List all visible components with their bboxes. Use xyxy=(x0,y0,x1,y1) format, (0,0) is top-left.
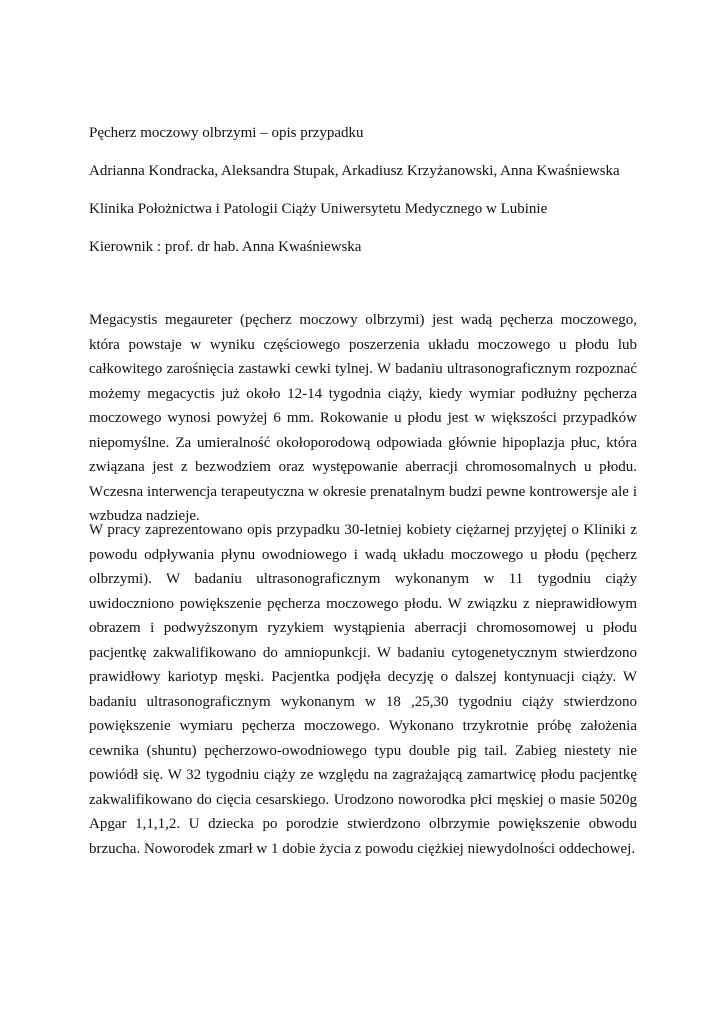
abstract-paragraph-2 xyxy=(89,518,637,861)
document-title: Pęcherz moczowy olbrzymi – opis przypadku xyxy=(89,125,364,141)
head-of-clinic-line: Kierownik : prof. dr hab. Anna Kwaśniewska xyxy=(89,239,362,255)
authors-line: Adrianna Kondracka, Aleksandra Stupak, Arkadiusz Krzyżanowski, Anna Kwaśniewska xyxy=(89,163,620,179)
affiliation-line: Klinika Położnictwa i Patologii Ciąży Uniwersytetu Medycznego w Lubinie xyxy=(89,201,548,217)
abstract-paragraph-1 xyxy=(89,308,637,529)
paragraph-text: W pracy zaprezentowano opis przypadku 30-letniej kobiety ciężarnej przyjętej o Kliniki z powodu odpływania płynu owodniowego i wadą układu moczowego u płodu (pęcherz olbrzymi). W badaniu ultrasonograficznym wykonanym w 11 tygodniu ciąży uwidoczniono powiększenie pęcherza moczowego płodu. W związku z nieprawidłowym obrazem i podwyższonym ryzykiem wystąpienia aberracji chromosomowej u płodu pacjentkę zakwalifikowano do amniopunkcji. W badaniu cytogenetycznym stwierdzono prawidłowy kariotyp męski. Pacjentka podjęła decyzję o dalszej kontynuacji ciąży. W badaniu ultrasonograficznym wykonanym w 18 ,25,30 tygodniu ciąży stwierdzono powiększenie wymiaru pęcherza moczowego. Wykonano trzykrotnie próbę założenia cewnika (shuntu) pęcherzowo-owodniowego typu double pig tail. Zabieg niestety nie powiódł się. W 32 tygodniu ciąży ze względu na zagrażającą zamartwicę płodu pacjentkę zakwalifikowano do cięcia cesarskiego. Urodzono noworodka płci męskiej o masie 5020g Apgar 1,1,1,2. U dziecka po porodzie stwierdzono olbrzymie powiększenie obwodu brzucha. Noworodek zmarł w 1 dobie życia z powodu ciężkiej niewydolności oddechowej. xyxy=(89,522,637,857)
paragraph-text: Megacystis megaureter (pęcherz moczowy olbrzymi) jest wadą pęcherza moczowego, która powstaje w wyniku częściowego poszerzenia układu moczowego u płodu lub całkowitego zarośnięcia zastawki cewki tylnej. W badaniu ultrasonograficznym rozpoznać możemy megacyctis już około 12-14 tygodnia ciąży, kiedy wymiar podłużny pęcherza moczowego wynosi powyżej 6 mm. Rokowanie u płodu jest w większości przypadków niepomyślne. Za umieralność okołoporodową odpowiada głównie hipoplazja płuc, która związana jest z bezwodziem oraz występowanie aberracji chromosomalnych u płodu. Wczesna interwencja terapeutyczna w okresie prenatalnym budzi pewne kontrowersje ale i wzbudza nadzieje. xyxy=(89,312,637,524)
